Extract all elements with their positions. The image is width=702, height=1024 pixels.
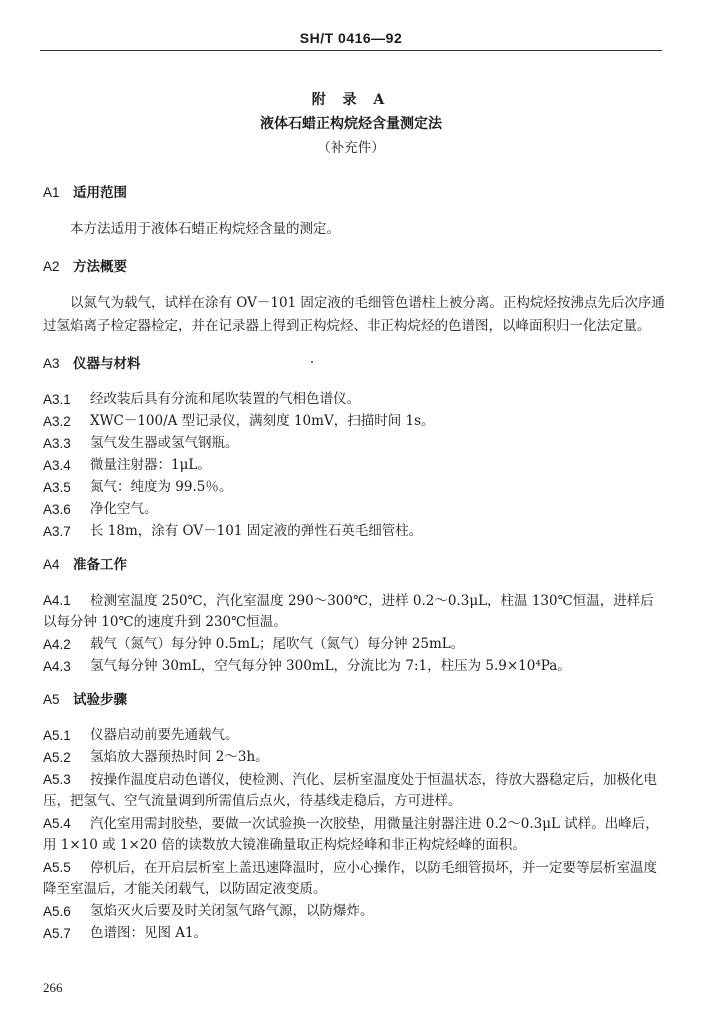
document-title: 液体石蜡正构烷烃含量测定法 bbox=[260, 116, 442, 132]
list-item: A5.2 氢焰放大器预热时间 2～3h。 bbox=[43, 749, 269, 765]
list-item: A4.3 氢气每分钟 30mL，空气每分钟 300mL，分流比为 7:1，柱压为 5.9×10⁴Pa。 bbox=[43, 658, 571, 674]
section-a2-text: 以氮气为载气，试样在涂有 OV－101 固定液的毛细管色谱柱上被分离。正构烷烃按沸点先后次序通过氢焰离子检定器检定，并在记录器上得到正构烷烃、非正构烷烃的色谱图，以峰面积归一化法定量。 bbox=[43, 295, 665, 334]
section-a1-text: 本方法适用于液体石蜡正构烷烃含量的测定。 bbox=[70, 221, 340, 237]
section-heading-a5: A5 试验步骤 bbox=[43, 692, 127, 708]
section-heading-a2: A2 方法概要 bbox=[43, 259, 127, 275]
section-heading-a1: A1 适用范围 bbox=[43, 185, 127, 201]
standard-number-header: SH/T 0416—92 bbox=[299, 30, 403, 46]
list-item: A5.7 色谱图：见图 A1。 bbox=[43, 925, 208, 941]
list-item: A5.6 氢焰灭火后要及时关闭氢气路气源，以防爆炸。 bbox=[43, 903, 374, 919]
section-heading-a3: A3 仪器与材料 bbox=[43, 356, 141, 372]
list-item: A5.1 仪器启动前要先通载气。 bbox=[43, 727, 239, 743]
appendix-label: 附 录 A bbox=[311, 92, 391, 108]
title-block bbox=[0, 88, 702, 160]
header-rule bbox=[40, 50, 662, 51]
list-item: A4.2 载气（氮气）每分钟 0.5mL；尾吹气（氮气）每分钟 25mL。 bbox=[43, 636, 465, 652]
list-item: A3.6 净化空气。 bbox=[43, 501, 158, 517]
page-number: 266 bbox=[43, 980, 63, 995]
list-item: A4.1 检测室温度 250℃，汽化室温度 290～300℃，进样 0.2～0.3μL，柱温 130℃恒温，进样后以每分钟 10℃的速度升到 230℃恒温。 bbox=[43, 593, 654, 630]
list-item: A3.7 长 18m，涂有 OV－101 固定液的弹性石英毛细管柱。 bbox=[43, 523, 423, 539]
supplement-note: （补充件） bbox=[317, 140, 385, 156]
section-heading-a4: A4 准备工作 bbox=[43, 557, 127, 573]
list-item: A3.4 微量注射器：1μL。 bbox=[43, 457, 211, 473]
list-item: A3.5 氮气：纯度为 99.5％。 bbox=[43, 479, 233, 495]
list-item: A3.3 氢气发生器或氢气钢瓶。 bbox=[43, 435, 239, 451]
list-item: A3.1 经改装后具有分流和尾吹装置的气相色谱仪。 bbox=[43, 391, 360, 407]
list-item: A3.2 XWC－100/A 型记录仪，满刻度 10mV，扫描时间 1s。 bbox=[43, 413, 435, 429]
list-item: A5.5 停机后，在开启层析室上盖迅速降温时，应小心操作，以防毛细管损坏，并一定要等层析室温度降至室温后，才能关闭载气，以防固定液变质。 bbox=[43, 860, 657, 897]
list-item: A5.4 汽化室用需封胶垫，要做一次试验换一次胶垫，用微量注射器注进 0.2～0.3μL 试样。出峰后，用 1×10 或 1×20 倍的读数放大镜准确量取正构烷烃峰和非正构烷烃峰的面积。 bbox=[43, 816, 659, 853]
list-item: A5.3 按操作温度启动色谱仪，使检测、汽化、层析室温度处于恒温状态，待放大器稳定后，加极化电压，把氢气、空气流量调到所需值后点火，待基线走稳后，方可进样。 bbox=[43, 772, 657, 809]
body-content bbox=[43, 181, 665, 945]
